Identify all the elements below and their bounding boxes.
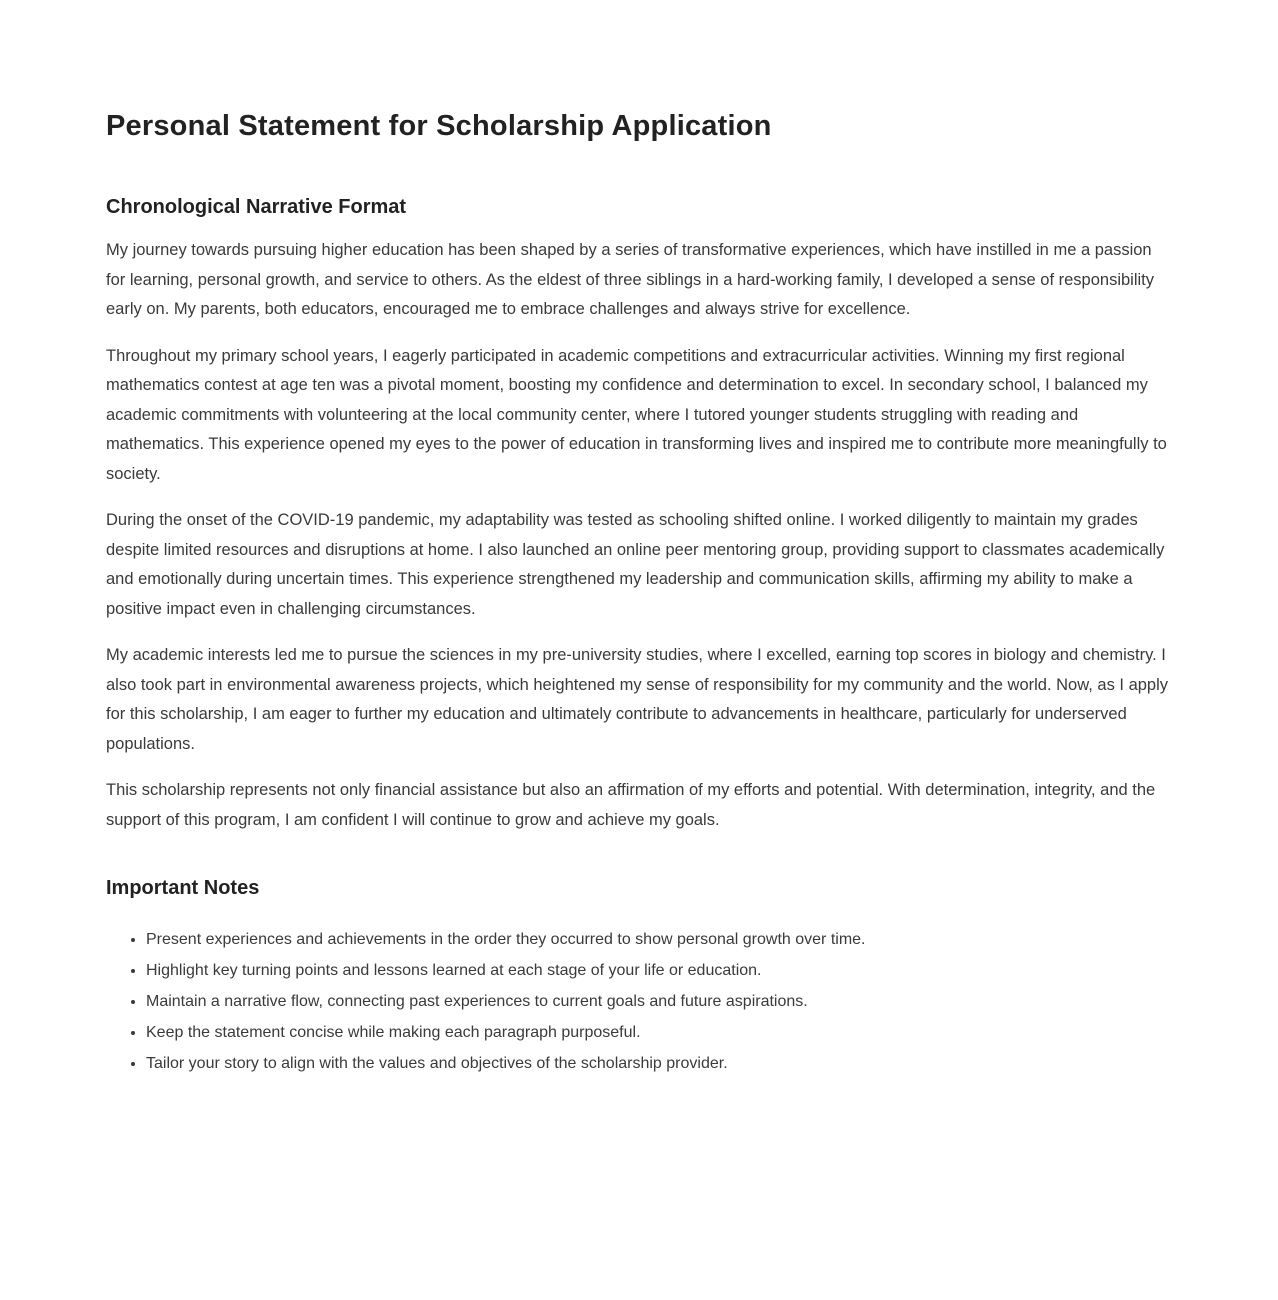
section-heading-important-notes: Important Notes	[106, 877, 260, 899]
paragraph-1: My journey towards pursuing higher education has been shaped by a series of transformative experiences, which have instilled in me a passion for learning, personal growth, and service to others. As the eldest of three siblings in a hard-working family, I developed a sense of responsibility early on. My parents, both educators, encouraged me to embrace challenges and always strive for excellence.	[106, 241, 1155, 318]
section-heading-chronological-narrative-format: Chronological Narrative Format	[106, 196, 407, 218]
paragraph-5: This scholarship represents not only financial assistance but also an affirmation of my efforts and potential. With determination, integrity, and the support of this program, I am confident I will continue to grow and achieve my goals.	[106, 781, 1156, 829]
page-title: Personal Statement for Scholarship Application	[106, 110, 772, 142]
note-item-4: • Keep the statement concise while making each paragraph purposeful.	[146, 1018, 1170, 1047]
paragraph-4: My academic interests led me to pursue the sciences in my pre-university studies, where I excelled, earning top scores in biology and chemistry. I also took part in environmental awareness projects, which heightened my sense of responsibility for my community and the world. Now, as I apply for this scholarship, I am eager to further my education and ultimately contribute to advancements in healthcare, particularly for underserved populations.	[106, 646, 1169, 753]
paragraph-2: Throughout my primary school years, I eagerly participated in academic competitions and extracurricular activities. Winning my first regional mathematics contest at age ten was a pivotal moment, boosting my confidence and determination to excel. In secondary school, I balanced my academic commitments with volunteering at the local community center, where I tutored younger students struggling with reading and mathematics. This experience opened my eyes to the power of education in transforming lives and inspired me to contribute more meaningfully to society.	[106, 346, 1167, 483]
note-item-3: • Maintain a narrative flow, connecting past experiences to current goals and future aspirations.	[146, 987, 1170, 1016]
note-item-2: • Highlight key turning points and lessons learned at each stage of your life or education.	[146, 956, 1170, 985]
note-item-1: • Present experiences and achievements in the order they occurred to show personal growth over time.	[146, 925, 1170, 954]
important-notes-list	[106, 925, 1170, 1078]
paragraph-3: During the onset of the COVID-19 pandemic, my adaptability was tested as schooling shifted online. I worked diligently to maintain my grades despite limited resources and disruptions at home. I also launched an online peer mentoring group, providing support to classmates academically and emotionally during uncertain times. This experience strengthened my leadership and communication skills, affirming my ability to make a positive impact even in challenging circumstances.	[106, 511, 1165, 618]
note-item-5: • Tailor your story to align with the values and objectives of the scholarship provider.	[146, 1049, 1170, 1078]
